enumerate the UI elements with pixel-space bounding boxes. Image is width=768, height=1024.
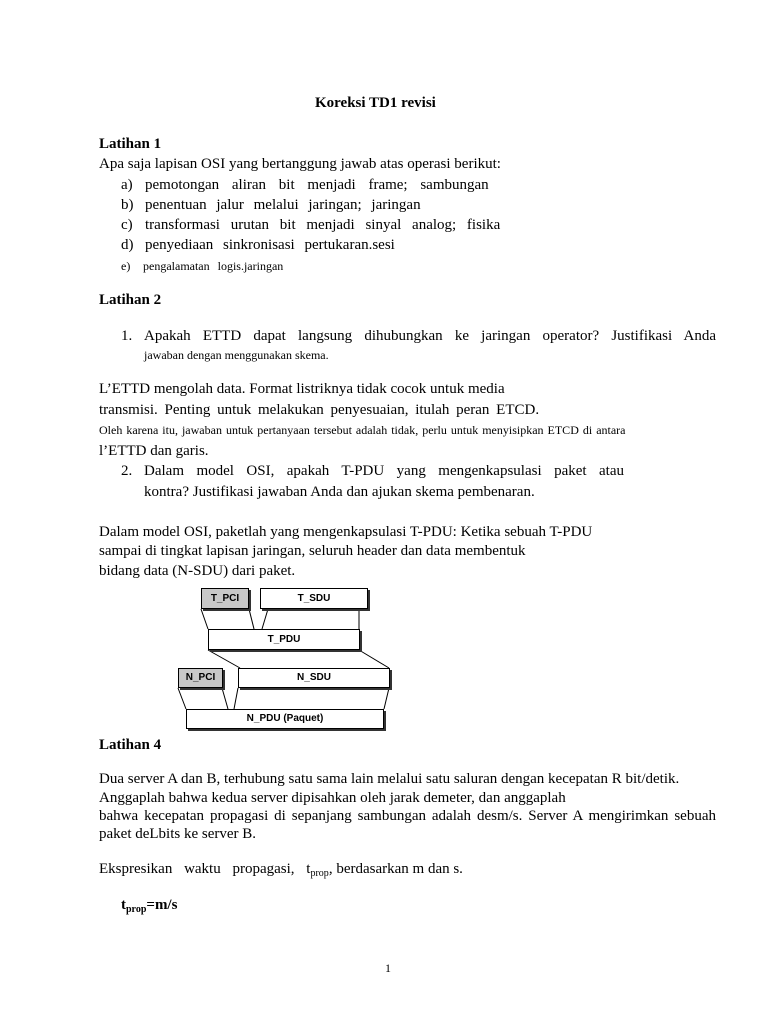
latihan4-line3: bahwa kecepatan propagasi di sepanjang sambungan adalah desm/s. Server A mengirimkan sebuah: [99, 808, 716, 824]
answer-2-line3: bidang data (N-SDU) dari paket.: [99, 563, 296, 579]
list-item: penyediaan sinkronisasi pertukaran.sesi: [145, 237, 395, 253]
latihan4-heading: Latihan 4: [99, 737, 162, 753]
list-item: pemotongan aliran bit menjadi frame; sambungan: [145, 177, 489, 193]
latihan4-answer: [121, 896, 177, 914]
question-2-line1: Dalam model OSI, apakah T-PDU yang mengenkapsulasi paket atau: [144, 463, 624, 479]
answer-2-line1: Dalam model OSI, paketlah yang mengenkapsulasi T-PDU: Ketika sebuah T-PDU: [99, 524, 593, 540]
n-pci-box: N_PCI: [178, 668, 223, 688]
question-marker: 1.: [121, 328, 133, 344]
page-title: Koreksi TD1 revisi: [315, 95, 436, 111]
question-prefix: Ekspresikan waktu propagasi,: [99, 861, 295, 877]
list-item-marker: b): [121, 197, 134, 213]
tprop-symbol: t: [306, 861, 311, 877]
answer-1-line3: Oleh karena itu, jawaban untuk pertanyaan tersebut adalah tidak, perlu untuk menyisipkan ETCD di antara: [99, 423, 626, 437]
answer-1-line4: l’ETTD dan garis.: [99, 443, 209, 459]
question-1-line2: jawaban dengan menggunakan skema.: [144, 348, 329, 362]
latihan4-line1: Dua server A dan B, terhubung satu sama lain melalui satu saluran dengan kecepatan R bit/detik.: [99, 771, 680, 787]
latihan1-question: Apa saja lapisan OSI yang bertanggung jawab atas operasi berikut:: [99, 156, 501, 172]
list-item-marker: d): [121, 237, 134, 253]
question-marker: 2.: [121, 463, 133, 479]
list-item: penentuan jalur melalui jaringan; jaringan: [145, 197, 421, 213]
n-pdu-box: N_PDU (Paquet): [186, 709, 384, 729]
list-item: transformasi urutan bit menjadi sinyal analog; fisika: [145, 217, 501, 233]
latihan1-heading: Latihan 1: [99, 136, 162, 152]
answer-2-line2: sampai di tingkat lapisan jaringan, seluruh header dan data membentuk: [99, 543, 526, 559]
answer-1-line1: L’ETTD mengolah data. Format listriknya tidak cocok untuk media: [99, 381, 505, 397]
tprop-answer-formula: =m/s: [146, 897, 178, 913]
question-1-line1: Apakah ETTD dapat langsung dihubungkan ke jaringan operator? Justifikasi Anda: [144, 328, 716, 344]
tprop-answer-symbol: t: [121, 897, 126, 913]
tprop-subscript: prop: [310, 868, 329, 879]
page-number: 1: [385, 961, 391, 975]
tprop-answer-subscript: prop: [126, 904, 147, 915]
list-item-marker: e): [121, 259, 131, 273]
t-sdu-box: T_SDU: [260, 588, 368, 609]
latihan4-question: [99, 860, 463, 878]
t-pdu-box: T_PDU: [208, 629, 360, 650]
answer-1-line2: transmisi. Penting untuk melakukan penyesuaian, itulah peran ETCD.: [99, 402, 540, 418]
n-sdu-box: N_SDU: [238, 668, 390, 688]
t-pci-box: T_PCI: [201, 588, 249, 609]
question-suffix: , berdasarkan m dan s.: [328, 861, 463, 877]
latihan4-line4: paket deLbits ke server B.: [99, 826, 257, 842]
list-item-marker: a): [121, 177, 133, 193]
question-2-line2: kontra? Justifikasi jawaban Anda dan ajukan skema pembenaran.: [144, 484, 535, 500]
latihan2-heading: Latihan 2: [99, 292, 162, 308]
list-item: pengalamatan logis.jaringan: [143, 259, 284, 273]
latihan4-line2: Anggaplah bahwa kedua server dipisahkan oleh jarak demeter, dan anggaplah: [99, 790, 566, 806]
list-item-marker: c): [121, 217, 133, 233]
